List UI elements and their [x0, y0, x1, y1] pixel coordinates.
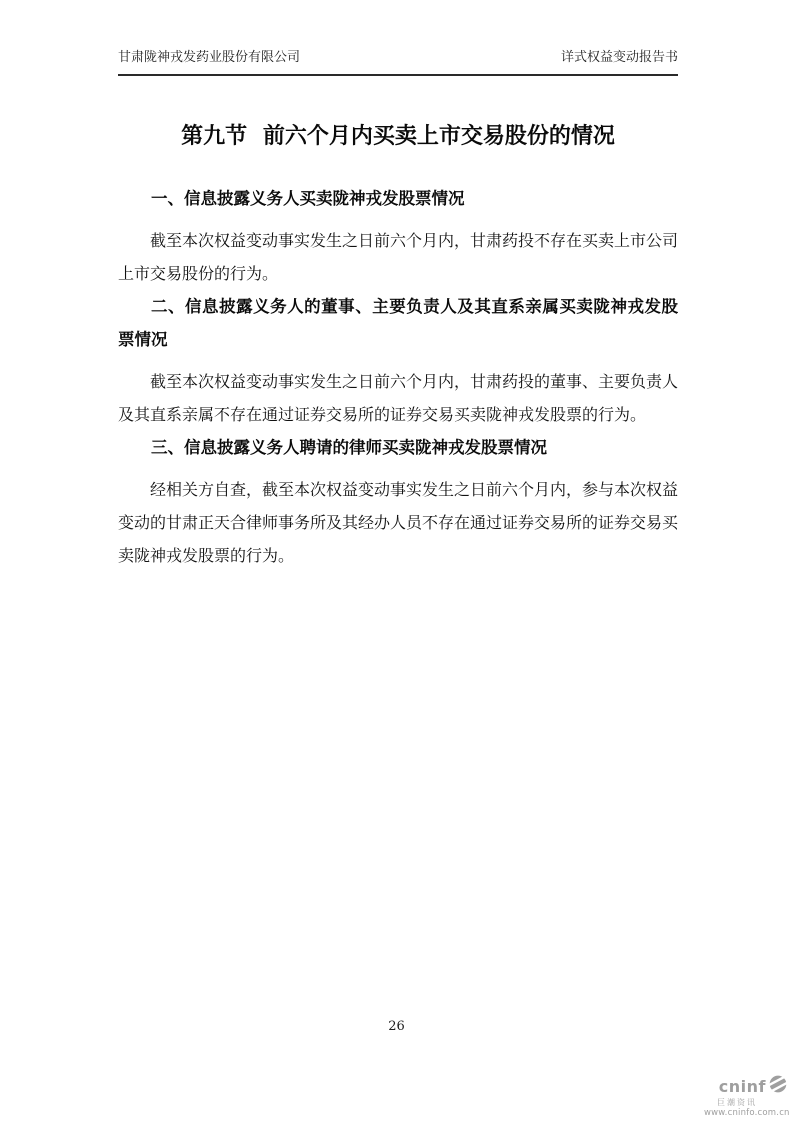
- section-3: [118, 431, 678, 572]
- header-report-title: 详式权益变动报告书: [560, 50, 678, 65]
- section-3-heading: 三、信息披露义务人聘请的律师买卖陇神戎发股票情况: [151, 438, 547, 457]
- page-number: 26: [388, 1019, 405, 1034]
- cninfo-swirl-icon: [768, 1074, 788, 1099]
- section-1: [118, 182, 678, 290]
- page-header: [118, 0, 678, 76]
- section-3-paragraph: 经相关方自查，截至本次权益变动事实发生之日前六个月内，参与本次权益变动的甘肃正天合律师事务所及其经办人员不存在通过证券交易所的证券交易买卖陇神戎发股票的行为。: [118, 480, 679, 565]
- cninfo-logo: [704, 1074, 788, 1119]
- cninfo-url: www.cninfo.com.cn: [704, 1108, 790, 1118]
- header-company-name: 甘肃陇神戎发药业股份有限公司: [118, 50, 301, 65]
- section-2-heading: 二、信息披露义务人的董事、主要负责人及其直系亲属买卖陇神戎发股票情况: [118, 297, 678, 349]
- section-1-paragraph: 截至本次权益变动事实发生之日前六个月内，甘肃药投不存在买卖上市公司上市交易股份的行为。: [118, 231, 679, 283]
- document-body: [118, 75, 678, 572]
- cninfo-chinese-name: 巨潮资讯: [717, 1098, 757, 1107]
- cninfo-brand-text: cninf: [718, 1076, 766, 1096]
- cninfo-logo-row: [704, 1074, 788, 1099]
- section-2: [118, 290, 678, 431]
- section-1-heading: 一、信息披露义务人买卖陇神戎发股票情况: [151, 189, 465, 208]
- section-2-paragraph: 截至本次权益变动事实发生之日前六个月内，甘肃药投的董事、主要负责人及其直系亲属不存在通过证券交易所的证券交易买卖陇神戎发股票的行为。: [118, 372, 679, 424]
- chapter-title: 第九节 前六个月内买卖上市交易股份的情况: [181, 124, 615, 149]
